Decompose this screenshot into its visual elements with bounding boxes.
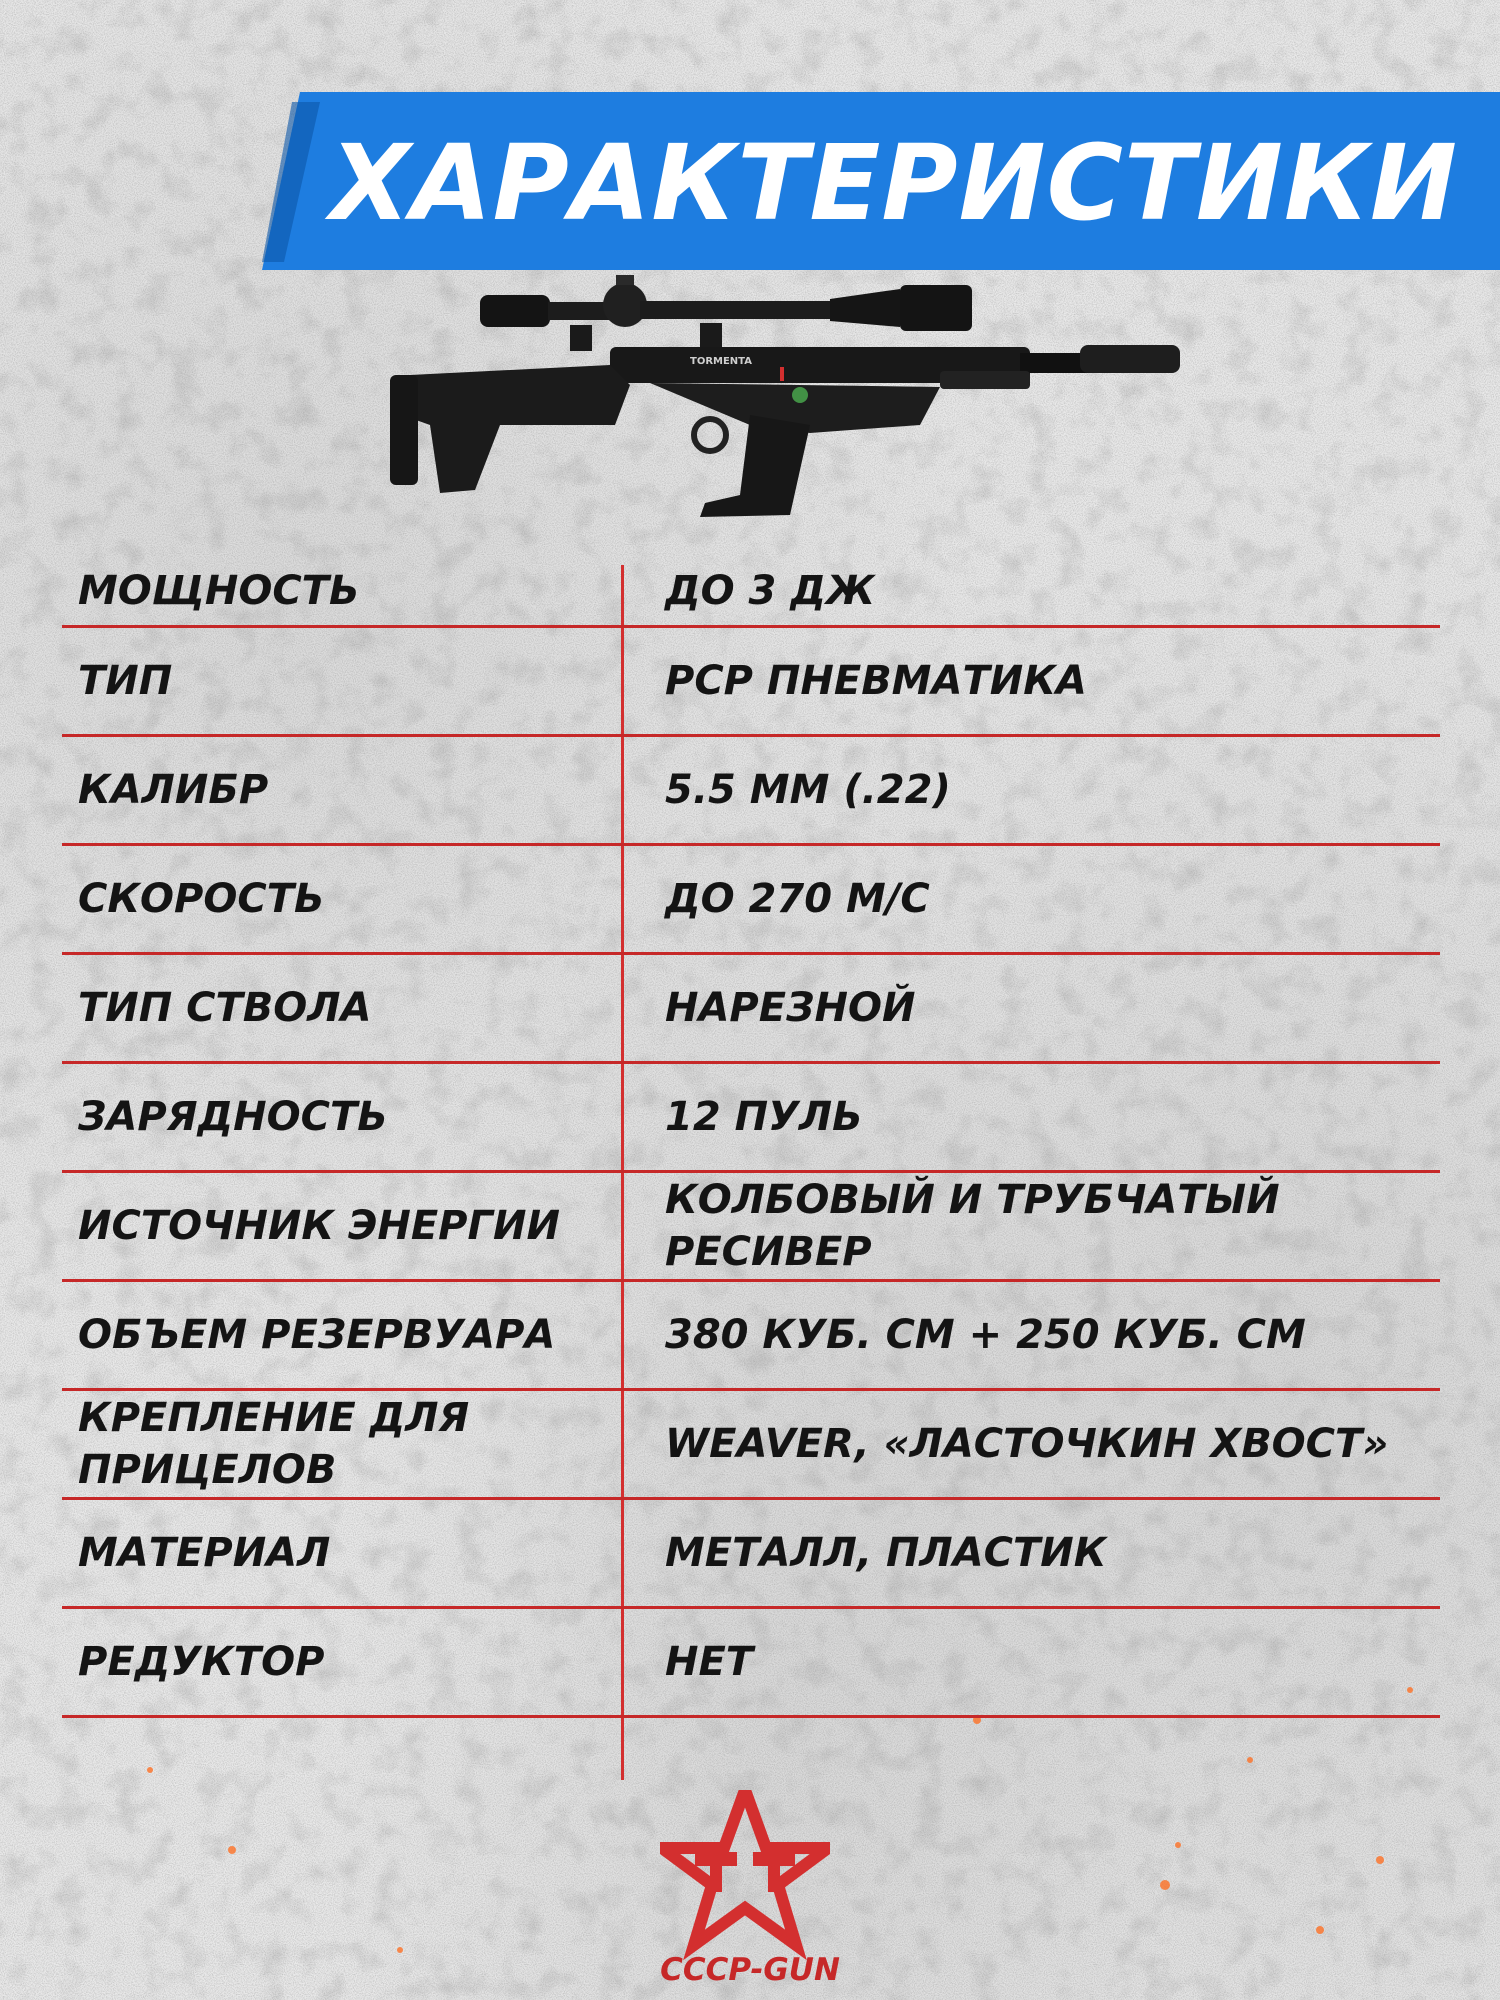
spec-value: WEAVER, «ЛАСТОЧКИН ХВОСТ» (665, 1421, 1389, 1467)
spec-key: МАТЕРИАЛ (78, 1530, 331, 1576)
spec-key: МОЩНОСТЬ (78, 567, 360, 614)
rifle-brand-label: TORMENTA (690, 356, 752, 367)
spec-key: ТИП (78, 658, 173, 704)
spec-key: КРЕПЛЕНИЕ ДЛЯ ПРИЦЕЛОВ (78, 1395, 470, 1493)
spec-value: 12 ПУЛЬ (665, 1094, 863, 1140)
spec-key: СКОРОСТЬ (78, 876, 325, 922)
spec-value: 380 КУБ. СМ + 250 КУБ. СМ (665, 1312, 1306, 1358)
spec-key: ТИП СТВОЛА (78, 985, 372, 1031)
rifle-image (380, 275, 1190, 535)
table-row (62, 1609, 1440, 1718)
table-row (62, 737, 1440, 846)
table-row (62, 1173, 1440, 1282)
spec-value: НАРЕЗНОЙ (665, 985, 916, 1031)
brand-name: CCCP-GUN (660, 1952, 840, 1988)
spec-value: МЕТАЛЛ, ПЛАСТИК (665, 1530, 1107, 1576)
spec-key: ОБЪЕМ РЕЗЕРВУАРА (78, 1312, 556, 1358)
spec-value: НЕТ (665, 1639, 754, 1685)
spec-key: КАЛИБР (78, 767, 269, 813)
spec-key: ЗАРЯДНОСТЬ (78, 1094, 388, 1140)
spec-table (62, 556, 1440, 1718)
table-row (62, 556, 1440, 628)
table-row (62, 1391, 1440, 1500)
spec-key: ИСТОЧНИК ЭНЕРГИИ (78, 1203, 560, 1249)
scope-icon (480, 275, 972, 351)
spec-value: ДО 3 ДЖ (665, 567, 875, 614)
table-row (62, 955, 1440, 1064)
spec-value: 5.5 ММ (.22) (665, 767, 951, 813)
table-row (62, 628, 1440, 737)
spec-key: РЕДУКТОР (78, 1639, 325, 1685)
table-row (62, 1282, 1440, 1391)
page-title: ХАРАКТЕРИСТИКИ (330, 122, 1458, 244)
table-row (62, 846, 1440, 955)
table-row (62, 1500, 1440, 1609)
spec-value: ДО 270 М/С (665, 876, 930, 922)
spec-value: PCP ПНЕВМАТИКА (665, 658, 1087, 704)
spec-value: КОЛБОВЫЙ И ТРУБЧАТЫЙ РЕСИВЕР (665, 1177, 1280, 1275)
table-row (62, 1064, 1440, 1173)
